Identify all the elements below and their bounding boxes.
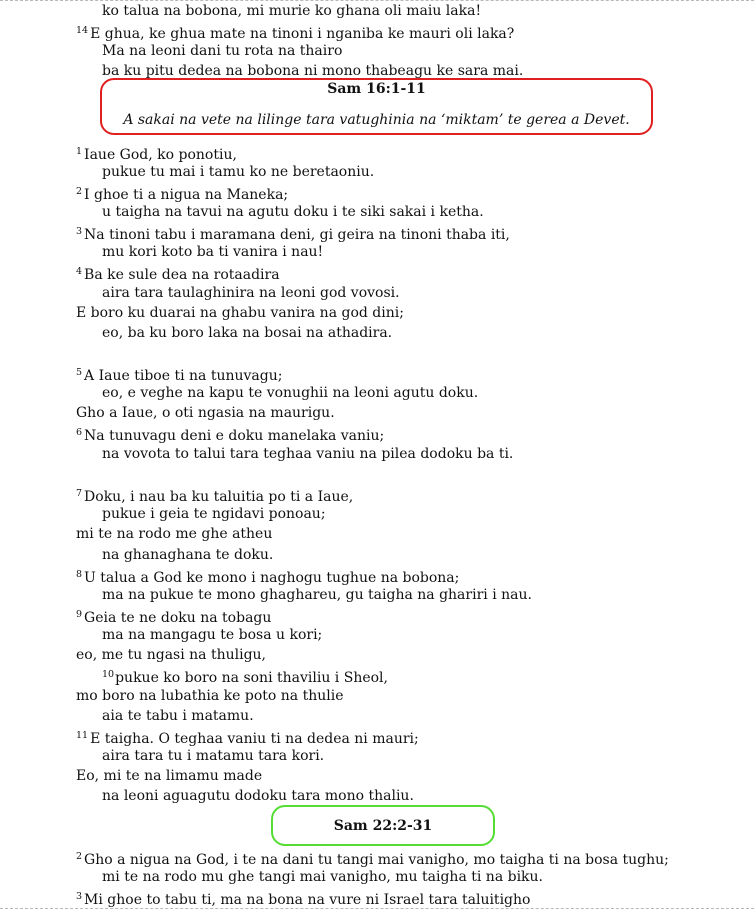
verse-number: 5 xyxy=(76,367,83,378)
verse-text: Na tinoni tabu i maramana deni, gi geira na tinoni thaba iti, xyxy=(84,227,510,243)
verse-number: 3 xyxy=(76,226,83,237)
verse-line xyxy=(76,223,510,244)
section-header-sam-22[interactable] xyxy=(271,805,495,846)
verse-text: Na tunuvagu deni e doku manelaka vaniu; xyxy=(84,428,385,444)
verse-text: pukue ko boro na soni thaviliu i Sheol, xyxy=(115,670,388,686)
verse-text: ma na pukue te mono ghaghareu, gu taigha na ghariri i nau. xyxy=(102,587,532,603)
verse-text: aira tara taulaghinira na leoni god vovosi. xyxy=(102,285,400,301)
verse-line xyxy=(76,727,419,748)
verse-number: 6 xyxy=(76,427,83,438)
verse-line xyxy=(76,646,266,664)
verse-line xyxy=(102,163,374,181)
verse-line xyxy=(102,384,478,402)
verse-number: 2 xyxy=(76,186,83,197)
verse-text: Gho a nigua na God, i te na dani tu tangi mai vanigho, mo taigha ti na bosa tughu; xyxy=(84,852,669,868)
verse-line xyxy=(102,243,323,261)
verse-text: eo, me tu ngasi na thuligu, xyxy=(76,647,267,663)
verse-line xyxy=(76,525,272,543)
verse-number: 3 xyxy=(76,891,83,902)
verse-number: 10 xyxy=(102,669,115,680)
verse-text: E ghua, ke ghua mate na tinoni i nganiba ke mauri oli laka? xyxy=(90,26,515,42)
verse-line xyxy=(102,707,254,725)
verse-line xyxy=(102,324,392,342)
verse-line xyxy=(76,22,514,43)
verse-line xyxy=(102,445,513,463)
page-top-rule xyxy=(0,0,754,1)
verse-number: 9 xyxy=(76,609,83,620)
verse-number: 4 xyxy=(76,266,83,277)
verse-text: Eo, mi te na limamu made xyxy=(76,768,263,784)
verse-text: ko talua na bobona, mi murie ko ghana oli maiu laka! xyxy=(102,3,482,19)
verse-text: Mi ghoe to tabu ti, ma na bona na vure ni Israel tara taluitigho xyxy=(84,892,531,908)
verse-text: pukue tu mai i tamu ko ne beretaoniu. xyxy=(102,164,375,180)
section-reference: Sam 16:1-11 xyxy=(327,81,426,97)
verse-number: 2 xyxy=(76,851,83,862)
verse-text: ba ku pitu dedea na bobona ni mono thabeagu ke sara mai. xyxy=(102,63,524,79)
verse-number: 1 xyxy=(76,146,83,157)
verse-text: mu kori koto ba ti vanira i nau! xyxy=(102,244,324,260)
verse-number: 14 xyxy=(76,25,89,36)
verse-line xyxy=(76,485,353,506)
section-reference: Sam 22:2-31 xyxy=(333,818,433,834)
verse-number: 7 xyxy=(76,488,83,499)
verse-text: ma na mangagu te bosa u kori; xyxy=(102,627,323,643)
verse-line xyxy=(76,687,343,705)
verse-line xyxy=(102,787,414,805)
page-bottom-rule xyxy=(0,908,754,909)
verse-text: A Iaue tiboe ti na tunuvagu; xyxy=(84,368,283,384)
verse-text: na ghanaghana te doku. xyxy=(102,547,274,563)
verse-text: I ghoe ti a nigua na Maneka; xyxy=(84,187,289,203)
verse-line xyxy=(102,626,322,644)
verse-text: mi te na rodo me ghe atheu xyxy=(76,526,273,542)
verse-line xyxy=(76,263,280,284)
verse-line xyxy=(102,42,342,60)
verse-number: 8 xyxy=(76,569,83,580)
section-header-sam-16[interactable] xyxy=(100,78,653,135)
verse-line xyxy=(76,606,271,627)
verse-text: U talua a God ke mono i naghogu tughue na bobona; xyxy=(84,570,460,586)
verse-line xyxy=(102,747,324,765)
verse-line xyxy=(102,203,484,221)
verse-text: pukue i geia te ngidavi ponoau; xyxy=(102,506,326,522)
verse-line xyxy=(76,848,669,869)
verse-text: Geia te ne doku na tobagu xyxy=(84,610,272,626)
verse-text: mi te na rodo mu ghe tangi mai vanigho, mu taigha ti na biku. xyxy=(102,869,544,885)
verse-text: Doku, i nau ba ku taluitia po ti a Iaue, xyxy=(84,489,354,505)
verse-text: na vovota to talui tara teghaa vaniu na pilea dodoku ba ti. xyxy=(102,446,514,462)
verse-text: eo, ba ku boro laka na bosai na athadira. xyxy=(102,325,393,341)
verse-text: mo boro na lubathia ke poto na thulie xyxy=(76,688,344,704)
verse-line xyxy=(102,546,273,564)
section-subtitle: A sakai na vete na lilinge tara vatughinia na ‘miktam’ te gerea a Devet. xyxy=(123,112,630,128)
verse-text: Ba ke sule dea na rotaadira xyxy=(84,267,280,283)
verse-text: aia te tabu i matamu. xyxy=(102,708,254,724)
verse-text: na leoni aguagutu dodoku tara mono thaliu. xyxy=(102,788,414,804)
verse-text: Ma na leoni dani tu rota na thairo xyxy=(102,43,343,59)
verse-line xyxy=(76,767,262,785)
verse-line xyxy=(102,868,543,886)
verse-line xyxy=(76,143,237,164)
verse-line xyxy=(76,304,404,322)
verse-number: 11 xyxy=(76,730,89,741)
verse-text: eo, e veghe na kapu te vonughii na leoni agutu doku. xyxy=(102,385,479,401)
verse-line xyxy=(102,505,326,523)
verse-line xyxy=(76,364,282,385)
verse-line xyxy=(102,666,388,687)
verse-line xyxy=(76,566,459,587)
verse-text: E boro ku duarai na ghabu vanira na god dini; xyxy=(76,305,404,321)
verse-text: u taigha na tavui na agutu doku i te siki sakai i ketha. xyxy=(102,204,484,220)
verse-text: Iaue God, ko ponotiu, xyxy=(84,147,237,163)
verse-text: aira tara tu i matamu tara kori. xyxy=(102,748,325,764)
verse-text: E taigha. O teghaa vaniu ti na dedea ni mauri; xyxy=(90,731,419,747)
verse-line xyxy=(76,424,384,445)
verse-line xyxy=(76,183,288,204)
verse-line xyxy=(102,586,532,604)
verse-line xyxy=(76,888,530,909)
verse-text: Gho a Iaue, o oti ngasia na maurigu. xyxy=(76,405,335,421)
verse-line xyxy=(76,404,335,422)
verse-line xyxy=(102,2,481,20)
verse-line xyxy=(102,284,400,302)
